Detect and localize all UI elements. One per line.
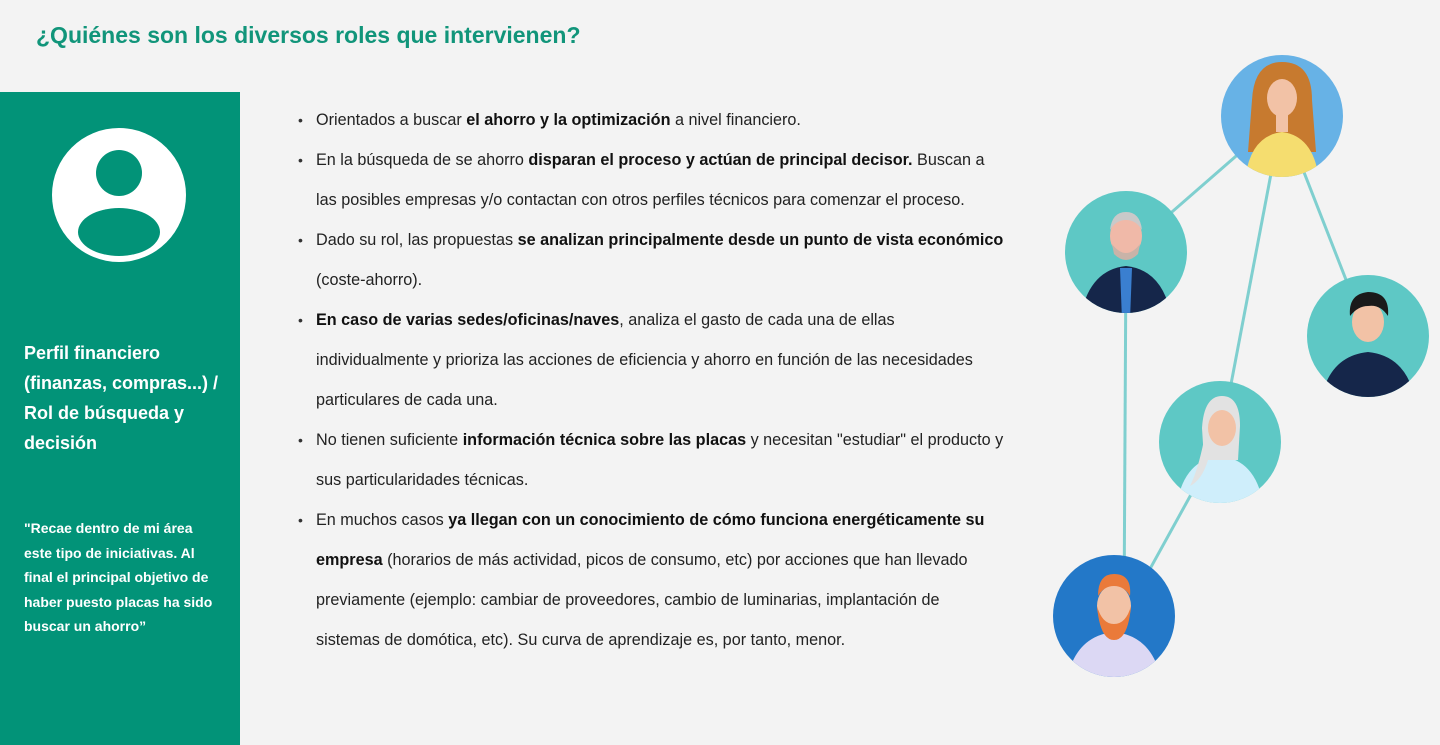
people-network-illustration xyxy=(1040,40,1440,720)
woman-avatar-icon xyxy=(1221,55,1343,180)
older-woman-avatar-icon xyxy=(1159,381,1281,510)
bullet-item: • En muchos casos ya llegan con un conocimiento de cómo funciona energéticamente su empresa (horarios de más actividad, picos de consumo, etc) por acciones que han llevado previamente (ejemplo: cambiar de proveedores, cambio de luminarias, implantación de sistemas de domótica, etc). Su curva de aprendizaje es, por tanto, menor. xyxy=(296,500,1006,660)
role-description xyxy=(296,100,1006,660)
role-sidebar xyxy=(0,92,240,745)
page-title: ¿Quiénes son los diversos roles que intervienen? xyxy=(36,22,581,48)
young-man-avatar-icon xyxy=(1307,275,1429,404)
role-quote: "Recae dentro de mi área este tipo de iniciativas. Al final el principal objetivo de haber puesto placas ha sido buscar un ahorro” xyxy=(24,520,213,634)
bullet-item: • No tienen suficiente información técnica sobre las placas y necesitan "estudiar" el producto y sus particularidades técnicas. xyxy=(296,420,1006,500)
avatar-head xyxy=(96,150,142,196)
bearded-man-avatar-icon xyxy=(1053,555,1175,684)
user-avatar-icon xyxy=(52,128,186,262)
bullet-item: • En caso de varias sedes/oficinas/naves, analiza el gasto de cada una de ellas individualmente y prioriza las acciones de eficiencia y ahorro en función de las necesidades particulares de cada una. xyxy=(296,300,1006,420)
bullet-list xyxy=(296,100,1006,660)
role-title: Perfil financiero (finanzas, compras...) / Rol de búsqueda y decisión xyxy=(24,343,219,453)
bullet-item: • En la búsqueda de se ahorro disparan el proceso y actúan de principal decisor. Buscan a las posibles empresas y/o contactan con otros perfiles técnicos para comenzar el proceso. xyxy=(296,140,1006,220)
bullet-item: • Orientados a buscar el ahorro y la optimización a nivel financiero. xyxy=(296,100,1006,140)
avatar-shoulders xyxy=(78,208,160,256)
older-man-avatar-icon xyxy=(1065,191,1187,320)
bullet-item: • Dado su rol, las propuestas se analizan principalmente desde un punto de vista económico (coste-ahorro). xyxy=(296,220,1006,300)
